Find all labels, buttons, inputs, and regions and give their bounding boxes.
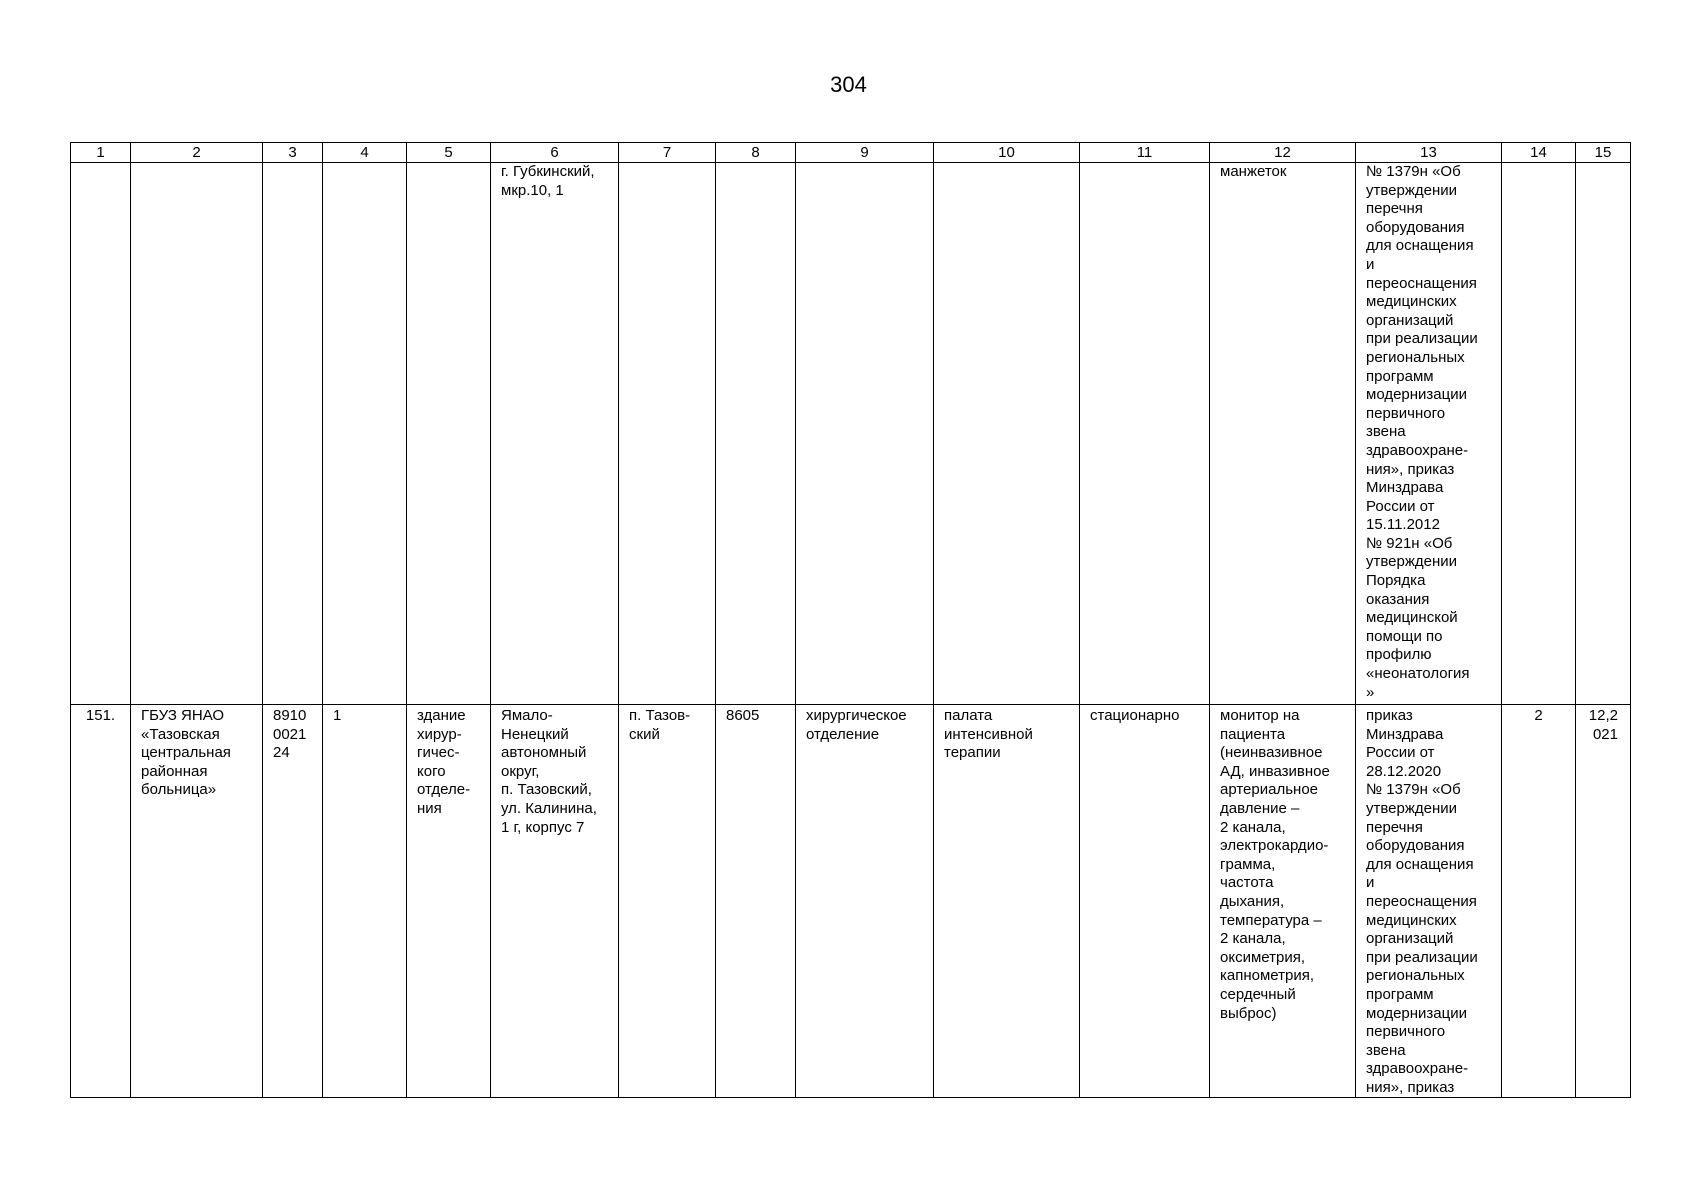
table-cell <box>1502 163 1576 705</box>
table-row <box>71 705 1631 1098</box>
table-cell <box>796 163 934 705</box>
column-header: 11 <box>1080 143 1210 163</box>
table-cell <box>323 163 407 705</box>
table-cell <box>1576 163 1631 705</box>
table-cell: 8910 0021 24 <box>263 705 323 1098</box>
table-cell: г. Губкинский, мкр.10, 1 <box>491 163 619 705</box>
room-cell: палата интенсивной терапии <box>934 705 1080 1098</box>
table-cell <box>716 163 796 705</box>
table-cell <box>407 163 491 705</box>
equipment-cell: монитор на пациента (неинвазивное АД, инвазивное артериальное давление – 2 канала, электрокардио- грамма, частота дыхания, температура – 2 канала, оксиметрия, капнометрия, сердечный выброс) <box>1210 705 1356 1098</box>
table-cell: манжеток <box>1210 163 1356 705</box>
column-header: 10 <box>934 143 1080 163</box>
table-cell: № 1379н «Об утверждении перечня оборудования для оснащения и переоснащения медицинских организаций при реализации региональных программ модернизации первичного звена здравоохране- ния», приказ Минздрава России от 15.11.2012 № 921н «Об утверждении Порядка оказания медицинской помощи по профилю «неонатология » <box>1356 163 1502 705</box>
table-cell <box>934 163 1080 705</box>
column-header: 4 <box>323 143 407 163</box>
column-header: 7 <box>619 143 716 163</box>
equipment-table <box>70 142 1631 1098</box>
quantity-cell: 2 <box>1502 705 1576 1098</box>
department-cell: хирургическое отделение <box>796 705 934 1098</box>
settlement-cell: п. Тазов- ский <box>619 705 716 1098</box>
header-row <box>71 143 1631 163</box>
table-cell <box>71 163 131 705</box>
column-header: 12 <box>1210 143 1356 163</box>
address-cell: Ямало- Ненецкий автономный округ, п. Тазовский, ул. Калинина, 1 г, корпус 7 <box>491 705 619 1098</box>
table-cell <box>619 163 716 705</box>
page-number: 304 <box>830 72 867 97</box>
date-cell: 12,2021 <box>1576 705 1631 1098</box>
row-number-cell: 151. <box>71 705 131 1098</box>
table-cell: 1 <box>323 705 407 1098</box>
column-header: 5 <box>407 143 491 163</box>
column-header: 15 <box>1576 143 1631 163</box>
table-cell: 8605 <box>716 705 796 1098</box>
column-header: 8 <box>716 143 796 163</box>
column-header: 9 <box>796 143 934 163</box>
column-header: 2 <box>131 143 263 163</box>
organization-cell: ГБУЗ ЯНАО «Тазовская центральная районная больница» <box>131 705 263 1098</box>
care-type-cell: стационарно <box>1080 705 1210 1098</box>
column-header: 1 <box>71 143 131 163</box>
table-cell <box>1080 163 1210 705</box>
column-header: 3 <box>263 143 323 163</box>
column-header: 13 <box>1356 143 1502 163</box>
basis-cell: приказ Минздрава России от 28.12.2020 № 1379н «Об утверждении перечня оборудования для оснащения и переоснащения медицинских организаций при реализации региональных программ модернизации первичного звена здравоохране- ния», приказ <box>1356 705 1502 1098</box>
column-header: 14 <box>1502 143 1576 163</box>
table-row <box>71 163 1631 705</box>
table-cell <box>131 163 263 705</box>
column-header: 6 <box>491 143 619 163</box>
building-cell: здание хирур- гичес- кого отделе- ния <box>407 705 491 1098</box>
table-cell <box>263 163 323 705</box>
